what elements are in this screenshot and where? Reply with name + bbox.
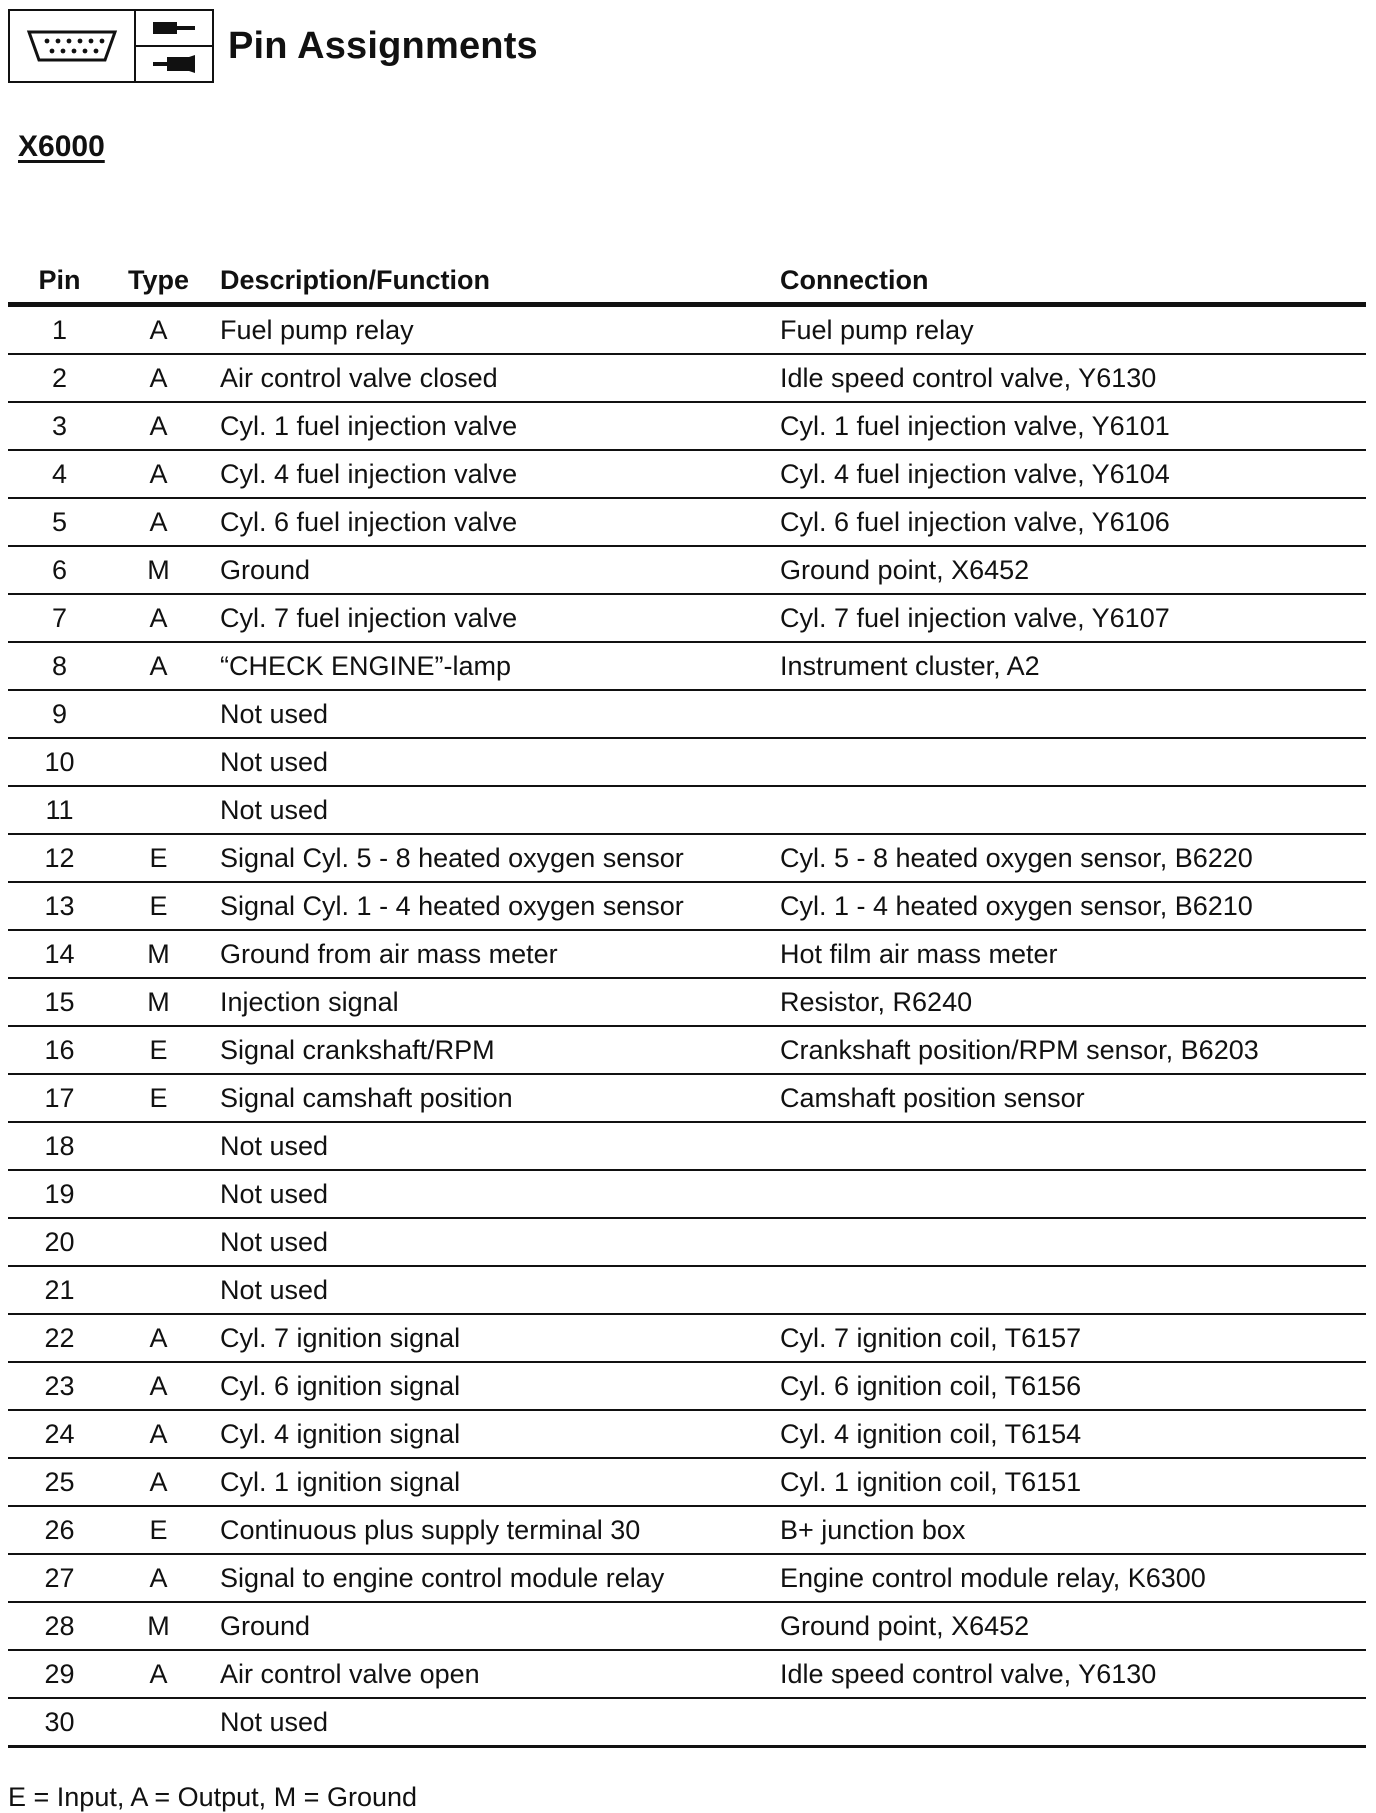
description-cell: Signal camshaft position: [206, 1074, 780, 1122]
type-cell: A: [111, 1362, 206, 1410]
description-cell: Cyl. 4 ignition signal: [206, 1410, 780, 1458]
table-row: [8, 978, 1366, 1026]
pin-cell: 26: [8, 1506, 111, 1554]
connection-cell: [780, 1266, 1366, 1314]
type-cell: A: [111, 402, 206, 450]
table-row: [8, 1650, 1366, 1698]
pin-cell: 17: [8, 1074, 111, 1122]
pin-cell: 19: [8, 1170, 111, 1218]
pin-cell: 8: [8, 642, 111, 690]
pin-cell: 14: [8, 930, 111, 978]
pin-cell: 13: [8, 882, 111, 930]
plug-icon-cell: [136, 11, 212, 47]
type-cell: A: [111, 642, 206, 690]
type-cell: [111, 786, 206, 834]
description-cell: Cyl. 4 fuel injection valve: [206, 450, 780, 498]
description-cell: Not used: [206, 1170, 780, 1218]
table-row: [8, 690, 1366, 738]
connection-cell: Idle speed control valve, Y6130: [780, 1650, 1366, 1698]
pin-cell: 25: [8, 1458, 111, 1506]
pin-cell: 21: [8, 1266, 111, 1314]
pin-cell: 1: [8, 305, 111, 355]
table-row: [8, 1314, 1366, 1362]
type-cell: A: [111, 1554, 206, 1602]
description-cell: “CHECK ENGINE”-lamp: [206, 642, 780, 690]
description-cell: Not used: [206, 1266, 780, 1314]
description-cell: Injection signal: [206, 978, 780, 1026]
connection-cell: Camshaft position sensor: [780, 1074, 1366, 1122]
description-cell: Signal Cyl. 5 - 8 heated oxygen sensor: [206, 834, 780, 882]
column-header-description: Description/Function: [206, 258, 780, 305]
column-header-type: Type: [111, 258, 206, 305]
pin-cell: 11: [8, 786, 111, 834]
table-row: [8, 1074, 1366, 1122]
table-header-row: [8, 258, 1366, 305]
table-row: [8, 450, 1366, 498]
type-cell: A: [111, 1314, 206, 1362]
type-cell: A: [111, 1458, 206, 1506]
description-cell: Fuel pump relay: [206, 305, 780, 355]
plug-icon: [149, 17, 199, 39]
table-row: [8, 1554, 1366, 1602]
description-cell: Ground: [206, 1602, 780, 1650]
type-cell: A: [111, 594, 206, 642]
type-cell: E: [111, 1026, 206, 1074]
pin-cell: 28: [8, 1602, 111, 1650]
pin-cell: 12: [8, 834, 111, 882]
type-cell: A: [111, 498, 206, 546]
table-row: [8, 546, 1366, 594]
connector-icon: [25, 26, 119, 66]
description-cell: Not used: [206, 1122, 780, 1170]
pin-cell: 5: [8, 498, 111, 546]
pin-cell: 6: [8, 546, 111, 594]
pin-cell: 27: [8, 1554, 111, 1602]
connector-id: X6000: [18, 130, 105, 163]
description-cell: Not used: [206, 1698, 780, 1747]
page-title: Pin Assignments: [228, 24, 538, 67]
pin-cell: 23: [8, 1362, 111, 1410]
type-cell: E: [111, 834, 206, 882]
type-cell: [111, 738, 206, 786]
description-cell: Signal to engine control module relay: [206, 1554, 780, 1602]
description-cell: Signal crankshaft/RPM: [206, 1026, 780, 1074]
description-cell: Ground from air mass meter: [206, 930, 780, 978]
socket-icon-cell: [136, 47, 212, 81]
connection-cell: Cyl. 7 fuel injection valve, Y6107: [780, 594, 1366, 642]
description-cell: Signal Cyl. 1 - 4 heated oxygen sensor: [206, 882, 780, 930]
pin-cell: 24: [8, 1410, 111, 1458]
connection-cell: Cyl. 1 ignition coil, T6151: [780, 1458, 1366, 1506]
table-row: [8, 1266, 1366, 1314]
connection-cell: Instrument cluster, A2: [780, 642, 1366, 690]
description-cell: Not used: [206, 1218, 780, 1266]
connection-cell: [780, 1122, 1366, 1170]
table-row: [8, 1458, 1366, 1506]
table-row: [8, 834, 1366, 882]
page-header: [8, 8, 538, 84]
connection-cell: [780, 690, 1366, 738]
description-cell: Cyl. 1 fuel injection valve: [206, 402, 780, 450]
type-cell: A: [111, 1650, 206, 1698]
pin-assignment-table: [8, 258, 1366, 1748]
table-row: [8, 1506, 1366, 1554]
table-row: [8, 498, 1366, 546]
type-cell: M: [111, 930, 206, 978]
description-cell: Air control valve open: [206, 1650, 780, 1698]
connection-cell: Cyl. 7 ignition coil, T6157: [780, 1314, 1366, 1362]
connection-cell: B+ junction box: [780, 1506, 1366, 1554]
pin-cell: 4: [8, 450, 111, 498]
connection-cell: Idle speed control valve, Y6130: [780, 354, 1366, 402]
pin-cell: 9: [8, 690, 111, 738]
description-cell: Cyl. 7 fuel injection valve: [206, 594, 780, 642]
type-cell: M: [111, 1602, 206, 1650]
pin-cell: 15: [8, 978, 111, 1026]
plug-socket-icon-box: [136, 9, 214, 83]
connection-cell: Cyl. 1 - 4 heated oxygen sensor, B6210: [780, 882, 1366, 930]
description-cell: Not used: [206, 786, 780, 834]
type-cell: A: [111, 450, 206, 498]
description-cell: Cyl. 7 ignition signal: [206, 1314, 780, 1362]
type-cell: M: [111, 546, 206, 594]
description-cell: Continuous plus supply terminal 30: [206, 1506, 780, 1554]
connection-cell: Cyl. 6 ignition coil, T6156: [780, 1362, 1366, 1410]
connection-cell: Cyl. 5 - 8 heated oxygen sensor, B6220: [780, 834, 1366, 882]
table-row: [8, 594, 1366, 642]
table-row: [8, 930, 1366, 978]
pin-cell: 10: [8, 738, 111, 786]
connector-icon-box: [8, 9, 136, 83]
type-cell: E: [111, 882, 206, 930]
table-row: [8, 882, 1366, 930]
pin-cell: 29: [8, 1650, 111, 1698]
pin-cell: 30: [8, 1698, 111, 1747]
description-cell: Ground: [206, 546, 780, 594]
description-cell: Not used: [206, 690, 780, 738]
description-cell: Not used: [206, 738, 780, 786]
table-row: [8, 305, 1366, 355]
type-cell: [111, 1122, 206, 1170]
table-row: [8, 642, 1366, 690]
type-cell: A: [111, 1410, 206, 1458]
type-cell: [111, 1266, 206, 1314]
type-legend: E = Input, A = Output, M = Ground: [8, 1782, 418, 1812]
connection-cell: [780, 1698, 1366, 1747]
type-cell: [111, 690, 206, 738]
table-row: [8, 738, 1366, 786]
column-header-connection: Connection: [780, 258, 1366, 305]
type-cell: M: [111, 978, 206, 1026]
type-cell: [111, 1170, 206, 1218]
table-row: [8, 354, 1366, 402]
connection-cell: Resistor, R6240: [780, 978, 1366, 1026]
table-row: [8, 1218, 1366, 1266]
connection-cell: Cyl. 4 fuel injection valve, Y6104: [780, 450, 1366, 498]
connection-cell: [780, 1218, 1366, 1266]
pin-cell: 16: [8, 1026, 111, 1074]
type-cell: [111, 1698, 206, 1747]
connection-cell: Ground point, X6452: [780, 1602, 1366, 1650]
pin-cell: 7: [8, 594, 111, 642]
table-row: [8, 1122, 1366, 1170]
connection-cell: Fuel pump relay: [780, 305, 1366, 355]
table-row: [8, 1410, 1366, 1458]
connection-cell: Cyl. 4 ignition coil, T6154: [780, 1410, 1366, 1458]
connection-cell: Cyl. 1 fuel injection valve, Y6101: [780, 402, 1366, 450]
description-cell: Cyl. 1 ignition signal: [206, 1458, 780, 1506]
connection-cell: Crankshaft position/RPM sensor, B6203: [780, 1026, 1366, 1074]
description-cell: Cyl. 6 fuel injection valve: [206, 498, 780, 546]
table-row: [8, 1698, 1366, 1747]
connection-cell: [780, 786, 1366, 834]
description-cell: Cyl. 6 ignition signal: [206, 1362, 780, 1410]
type-cell: E: [111, 1074, 206, 1122]
type-cell: A: [111, 305, 206, 355]
pin-cell: 18: [8, 1122, 111, 1170]
column-header-pin: Pin: [8, 258, 111, 305]
socket-icon: [149, 53, 199, 75]
pin-cell: 3: [8, 402, 111, 450]
connection-cell: [780, 738, 1366, 786]
type-cell: A: [111, 354, 206, 402]
connection-cell: Cyl. 6 fuel injection valve, Y6106: [780, 498, 1366, 546]
pin-cell: 22: [8, 1314, 111, 1362]
table-row: [8, 1026, 1366, 1074]
pin-cell: 2: [8, 354, 111, 402]
connection-cell: Hot film air mass meter: [780, 930, 1366, 978]
table-row: [8, 402, 1366, 450]
description-cell: Air control valve closed: [206, 354, 780, 402]
table-row: [8, 1362, 1366, 1410]
table-body: [8, 305, 1366, 1747]
type-cell: [111, 1218, 206, 1266]
table-row: [8, 786, 1366, 834]
table-row: [8, 1602, 1366, 1650]
table-row: [8, 1170, 1366, 1218]
type-cell: E: [111, 1506, 206, 1554]
pin-cell: 20: [8, 1218, 111, 1266]
connection-cell: [780, 1170, 1366, 1218]
connection-cell: Engine control module relay, K6300: [780, 1554, 1366, 1602]
connection-cell: Ground point, X6452: [780, 546, 1366, 594]
